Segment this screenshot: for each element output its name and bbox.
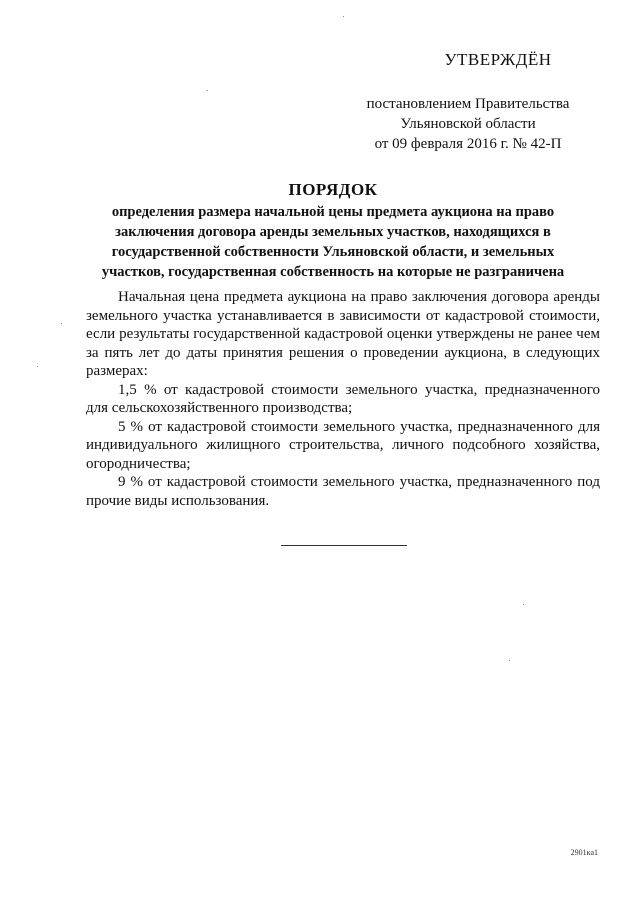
scan-speck [207,90,208,91]
title-main: ПОРЯДОК [288,180,378,199]
document-title [86,180,580,282]
approval-block [338,50,598,154]
body-intro-paragraph: Начальная цена предмета аукциона на право заключения договора аренды земельного участка устанавливается в зависимости от кадастровой стоимости, если результаты государственной кадастровой оценки утверждены не ранее чем за пять лет до даты принятия решения о проведении аукциона, в следующих размерах: [86,289,600,379]
body-item-2: 5 % от кадастровой стоимости земельного участка, предназначенного для индивидуального жилищного строительства, личного подсобного хозяйства, огородничества; [86,418,600,472]
end-separator-line [281,545,407,546]
scan-speck [37,366,38,367]
approval-line-3: от 09 февраля 2016 г. № 42-П [374,136,562,152]
document-code: 2901ка1 [570,848,598,857]
body-item-1: 1,5 % от кадастровой стоимости земельного участка, предназначенного для сельскохозяйственного производства; [86,381,600,416]
approval-line-2: Ульяновской области [400,116,536,132]
approval-stamp: УТВЕРЖДЁН [444,50,552,69]
scan-speck [343,16,344,17]
scan-speck [61,323,62,324]
document-body [86,288,600,510]
body-item-3: 9 % от кадастровой стоимости земельного участка, предназначенного под прочие виды использования. [86,474,600,509]
scan-speck [523,604,524,605]
title-subtitle: определения размера начальной цены предмета аукциона на право заключения договора аренды земельных участков, находящихся в государственной собственности Ульяновской области, и земельных участков, государственная собственность на которые не разграничена [101,204,565,280]
approval-line-1: постановлением Правительства [366,96,570,112]
scan-speck [509,660,510,661]
